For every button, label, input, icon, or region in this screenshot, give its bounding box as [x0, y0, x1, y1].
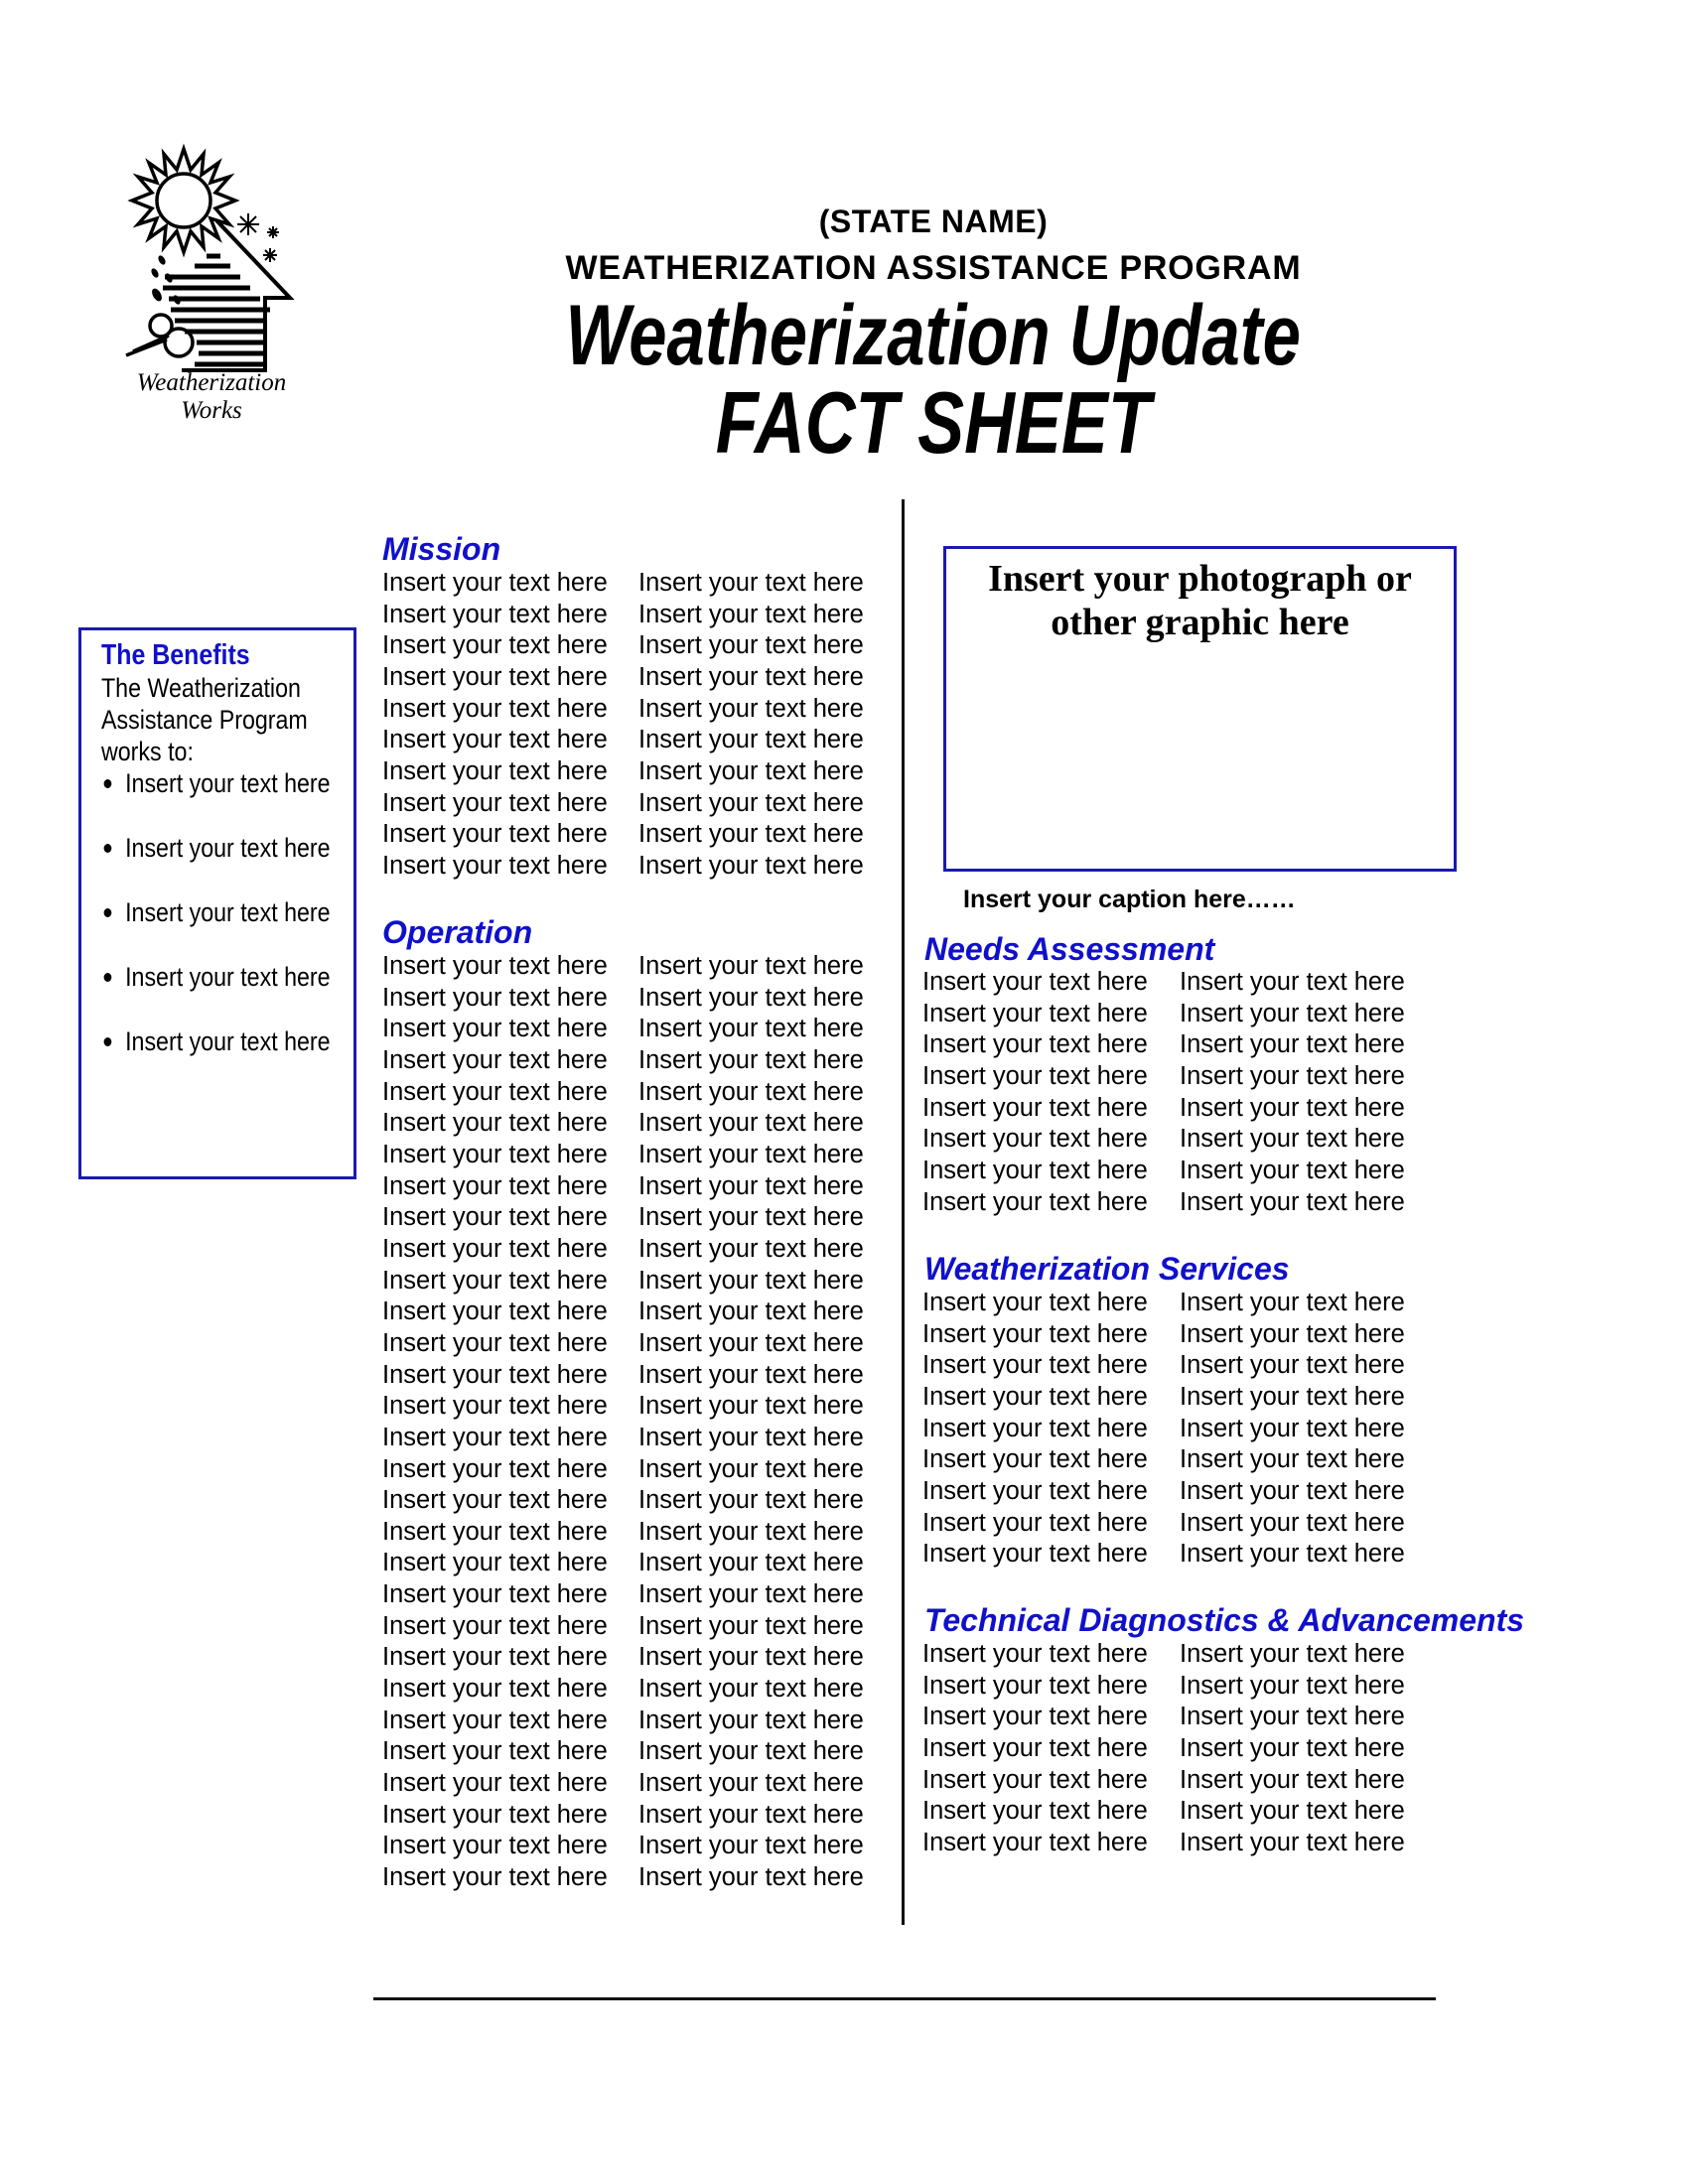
text-cell: Insert your text here — [382, 1171, 608, 1200]
text-row — [922, 1350, 1478, 1382]
text-cell: Insert your text here — [382, 983, 608, 1012]
text-cell: Insert your text here — [1180, 999, 1405, 1027]
text-cell: Insert your text here — [922, 1125, 1148, 1154]
text-cell: Insert your text here — [1180, 1382, 1405, 1411]
text-cell: Insert your text here — [638, 1109, 864, 1138]
text-cell: Insert your text here — [382, 1360, 608, 1389]
text-row — [382, 1234, 899, 1266]
text-cell: Insert your text here — [922, 1797, 1148, 1826]
benefits-list-item — [101, 767, 374, 832]
text-cell: Insert your text here — [382, 952, 608, 980]
text-row — [382, 1579, 899, 1611]
text-cell: Insert your text here — [382, 631, 608, 660]
text-cell: Insert your text here — [382, 1832, 608, 1860]
text-row — [922, 1671, 1478, 1703]
text-cell: Insert your text here — [1180, 1156, 1405, 1184]
text-row — [382, 951, 899, 983]
text-cell: Insert your text here — [382, 1517, 608, 1546]
bullet-icon — [104, 779, 112, 788]
text-cell: Insert your text here — [638, 1077, 864, 1106]
benefits-list-item — [101, 896, 374, 961]
text-cell: Insert your text here — [382, 1234, 608, 1263]
state-name: (STATE NAME) — [818, 204, 1049, 239]
benefits-list-item — [101, 961, 374, 1025]
text-cell: Insert your text here — [638, 1832, 864, 1860]
text-row — [922, 1828, 1478, 1859]
text-row — [922, 1288, 1478, 1319]
text-cell: Insert your text here — [638, 1863, 864, 1892]
text-row — [922, 967, 1478, 999]
text-cell: Insert your text here — [922, 1540, 1148, 1569]
text-row — [382, 600, 899, 631]
text-row — [922, 1382, 1478, 1414]
text-cell: Insert your text here — [382, 694, 608, 723]
text-row — [382, 694, 899, 726]
text-row — [382, 1140, 899, 1171]
text-cell: Insert your text here — [638, 1675, 864, 1704]
text-cell: Insert your text here — [638, 1234, 864, 1263]
text-cell: Insert your text here — [638, 1580, 864, 1609]
page-subtitle: FACT SHEET — [715, 373, 1152, 472]
text-cell: Insert your text here — [638, 1328, 864, 1357]
text-cell: Insert your text here — [638, 851, 864, 880]
text-row — [922, 1187, 1478, 1219]
text-cell: Insert your text here — [638, 662, 864, 691]
text-row — [382, 1674, 899, 1706]
technical-diagnostics-text — [922, 1639, 1478, 1859]
text-cell: Insert your text here — [922, 1640, 1148, 1668]
text-cell: Insert your text here — [638, 1171, 864, 1200]
text-cell: Insert your text here — [382, 1611, 608, 1640]
benefits-list-item — [101, 832, 374, 896]
text-cell: Insert your text here — [382, 1266, 608, 1295]
text-row — [382, 1485, 899, 1517]
bullet-icon — [104, 1037, 112, 1046]
column-divider — [902, 499, 905, 1925]
text-cell: Insert your text here — [382, 1580, 608, 1609]
text-row — [382, 1706, 899, 1737]
text-cell: Insert your text here — [1180, 1030, 1405, 1059]
text-cell: Insert your text here — [638, 1045, 864, 1074]
text-cell: Insert your text here — [382, 569, 608, 597]
text-cell: Insert your text here — [638, 756, 864, 785]
text-cell: Insert your text here — [638, 1769, 864, 1798]
text-row — [922, 1733, 1478, 1765]
benefits-list — [101, 767, 374, 1090]
text-cell: Insert your text here — [382, 820, 608, 849]
text-cell: Insert your text here — [382, 788, 608, 817]
text-cell: Insert your text here — [382, 1203, 608, 1232]
text-cell: Insert your text here — [638, 1297, 864, 1326]
text-cell: Insert your text here — [382, 1328, 608, 1357]
text-cell: Insert your text here — [382, 1109, 608, 1138]
text-cell: Insert your text here — [922, 1414, 1148, 1442]
text-cell: Insert your text here — [638, 1737, 864, 1766]
bullet-icon — [104, 844, 112, 853]
text-cell: Insert your text here — [1180, 1640, 1405, 1668]
benefits-item-text: Insert your text here — [125, 833, 331, 863]
text-row — [382, 1548, 899, 1579]
text-row — [382, 1014, 899, 1045]
text-cell: Insert your text here — [638, 1266, 864, 1295]
benefits-intro-1: The Weatherization — [101, 673, 301, 703]
text-row — [382, 568, 899, 600]
text-cell: Insert your text here — [638, 983, 864, 1012]
benefits-item-text: Insert your text here — [125, 962, 331, 992]
text-row — [922, 1319, 1478, 1351]
text-row — [382, 1077, 899, 1109]
text-cell: Insert your text here — [382, 1769, 608, 1798]
text-cell: Insert your text here — [1180, 1061, 1405, 1090]
operation-text — [382, 951, 899, 1894]
benefits-box — [78, 627, 356, 1179]
text-cell: Insert your text here — [638, 1140, 864, 1168]
text-row — [382, 630, 899, 662]
text-row — [922, 1508, 1478, 1540]
text-cell: Insert your text here — [382, 756, 608, 785]
text-row — [382, 1454, 899, 1486]
text-cell: Insert your text here — [638, 1360, 864, 1389]
text-cell: Insert your text here — [638, 600, 864, 628]
benefits-intro-2: Assistance Program — [101, 705, 308, 735]
text-row — [382, 1297, 899, 1328]
text-cell: Insert your text here — [922, 1093, 1148, 1122]
text-cell: Insert your text here — [1180, 1540, 1405, 1569]
text-cell: Insert your text here — [922, 1508, 1148, 1537]
text-cell: Insert your text here — [638, 1800, 864, 1829]
text-cell: Insert your text here — [922, 1703, 1148, 1731]
text-cell: Insert your text here — [1180, 1289, 1405, 1316]
text-row — [382, 983, 899, 1015]
text-row — [922, 1156, 1478, 1187]
text-row — [922, 1029, 1478, 1061]
text-cell: Insert your text here — [1180, 1797, 1405, 1826]
benefits-list-item — [101, 1025, 374, 1090]
program-name: WEATHERIZATION ASSISTANCE PROGRAM — [565, 249, 1302, 287]
text-cell: Insert your text here — [922, 1445, 1148, 1474]
text-row — [922, 1765, 1478, 1797]
text-cell: Insert your text here — [638, 1706, 864, 1734]
text-cell: Insert your text here — [638, 631, 864, 660]
benefits-item-text: Insert your text here — [125, 768, 331, 798]
needs-assessment-text — [922, 967, 1478, 1218]
text-cell: Insert your text here — [382, 1737, 608, 1766]
text-cell: Insert your text here — [922, 1733, 1148, 1762]
text-cell: Insert your text here — [638, 1486, 864, 1515]
text-row — [382, 1768, 899, 1800]
text-cell: Insert your text here — [638, 1643, 864, 1672]
text-cell: Insert your text here — [382, 1675, 608, 1704]
text-cell: Insert your text here — [382, 1045, 608, 1074]
text-cell: Insert your text here — [922, 1476, 1148, 1505]
text-row — [382, 1831, 899, 1862]
text-cell: Insert your text here — [382, 1454, 608, 1483]
text-cell: Insert your text here — [382, 1486, 608, 1515]
logo-text-line1: Weatherization — [136, 369, 287, 396]
text-row — [382, 725, 899, 756]
text-cell: Insert your text here — [922, 1671, 1148, 1700]
text-cell: Insert your text here — [382, 1077, 608, 1106]
text-cell: Insert your text here — [1180, 1476, 1405, 1505]
text-row — [922, 1124, 1478, 1156]
mission-text — [382, 568, 899, 883]
text-cell: Insert your text here — [382, 851, 608, 880]
text-row — [382, 756, 899, 788]
text-cell: Insert your text here — [382, 1297, 608, 1326]
text-row — [382, 1862, 899, 1894]
text-cell: Insert your text here — [922, 999, 1148, 1027]
text-cell: Insert your text here — [638, 1203, 864, 1232]
weatherization-services-heading: Weatherization Services — [924, 1251, 1290, 1287]
photo-placeholder-text: Insert your photograph or other graphic here — [988, 558, 1412, 643]
text-cell: Insert your text here — [638, 569, 864, 597]
text-row — [382, 1171, 899, 1203]
text-cell: Insert your text here — [638, 820, 864, 849]
text-cell: Insert your text here — [382, 1643, 608, 1672]
text-cell: Insert your text here — [922, 1382, 1148, 1411]
text-cell: Insert your text here — [1180, 1765, 1405, 1794]
text-row — [922, 1444, 1478, 1476]
technical-diagnostics-heading: Technical Diagnostics & Advancements — [924, 1602, 1525, 1638]
text-cell: Insert your text here — [922, 1289, 1148, 1316]
text-cell: Insert your text here — [382, 726, 608, 754]
text-row — [382, 1202, 899, 1234]
text-cell: Insert your text here — [922, 1351, 1148, 1380]
text-cell: Insert your text here — [382, 1549, 608, 1577]
text-row — [922, 1702, 1478, 1733]
photo-caption: Insert your caption here…… — [963, 886, 1296, 913]
text-cell: Insert your text here — [1180, 1828, 1405, 1856]
text-row — [382, 1045, 899, 1077]
text-cell: Insert your text here — [638, 1611, 864, 1640]
text-cell: Insert your text here — [638, 1517, 864, 1546]
text-cell: Insert your text here — [382, 1863, 608, 1892]
text-cell: Insert your text here — [1180, 1125, 1405, 1154]
text-row — [922, 999, 1478, 1030]
text-cell: Insert your text here — [638, 1015, 864, 1043]
text-row — [922, 1476, 1478, 1508]
text-cell: Insert your text here — [1180, 1414, 1405, 1442]
benefits-heading: The Benefits — [101, 639, 250, 671]
logo-text-line2: Works — [181, 397, 242, 424]
text-cell: Insert your text here — [1180, 1187, 1405, 1216]
text-row — [382, 1360, 899, 1392]
text-row — [382, 1642, 899, 1674]
text-cell: Insert your text here — [922, 968, 1148, 996]
text-cell: Insert your text here — [922, 1030, 1148, 1059]
text-row — [922, 1639, 1478, 1671]
text-row — [382, 1736, 899, 1768]
text-cell: Insert your text here — [1180, 1703, 1405, 1731]
text-cell: Insert your text here — [922, 1187, 1148, 1216]
text-row — [922, 1093, 1478, 1125]
text-cell: Insert your text here — [382, 600, 608, 628]
text-cell: Insert your text here — [922, 1765, 1148, 1794]
text-row — [382, 1611, 899, 1643]
page-title: Weatherization Update — [565, 288, 1302, 383]
text-cell: Insert your text here — [638, 1392, 864, 1421]
text-row — [382, 1108, 899, 1140]
text-cell: Insert your text here — [1180, 1733, 1405, 1762]
text-cell: Insert your text here — [1180, 968, 1405, 996]
text-row — [382, 788, 899, 820]
text-row — [382, 1517, 899, 1549]
text-row — [382, 851, 899, 883]
text-cell: Insert your text here — [1180, 1319, 1405, 1348]
bullet-icon — [104, 973, 112, 982]
text-cell: Insert your text here — [1180, 1671, 1405, 1700]
text-cell: Insert your text here — [638, 694, 864, 723]
text-cell: Insert your text here — [638, 1454, 864, 1483]
text-row — [382, 1391, 899, 1423]
text-row — [922, 1539, 1478, 1570]
benefits-item-text: Insert your text here — [125, 897, 331, 927]
text-cell: Insert your text here — [1180, 1445, 1405, 1474]
text-row — [382, 1266, 899, 1297]
text-cell: Insert your text here — [382, 1140, 608, 1168]
benefits-intro-3: works to: — [101, 737, 194, 766]
subtitle-row — [0, 373, 1688, 472]
text-cell: Insert your text here — [638, 726, 864, 754]
text-cell: Insert your text here — [638, 1423, 864, 1451]
text-cell: Insert your text here — [922, 1828, 1148, 1856]
text-cell: Insert your text here — [1180, 1351, 1405, 1380]
text-cell: Insert your text here — [922, 1319, 1148, 1348]
operation-heading: Operation — [382, 914, 533, 950]
text-cell: Insert your text here — [638, 1549, 864, 1577]
photo-placeholder[interactable] — [943, 546, 1457, 872]
text-cell: Insert your text here — [922, 1061, 1148, 1090]
text-cell: Insert your text here — [382, 1800, 608, 1829]
text-row — [382, 1328, 899, 1360]
text-cell: Insert your text here — [382, 662, 608, 691]
benefits-item-text: Insert your text here — [125, 1026, 331, 1056]
text-row — [382, 1800, 899, 1832]
text-cell: Insert your text here — [1180, 1508, 1405, 1537]
text-cell: Insert your text here — [382, 1423, 608, 1451]
text-row — [382, 1423, 899, 1454]
text-cell: Insert your text here — [922, 1156, 1148, 1184]
needs-assessment-heading: Needs Assessment — [924, 931, 1215, 967]
text-cell: Insert your text here — [1180, 1093, 1405, 1122]
text-cell: Insert your text here — [382, 1392, 608, 1421]
text-row — [382, 819, 899, 851]
weatherization-services-text — [922, 1288, 1478, 1570]
bullet-icon — [104, 908, 112, 917]
text-row — [922, 1796, 1478, 1828]
text-cell: Insert your text here — [382, 1015, 608, 1043]
text-cell: Insert your text here — [638, 788, 864, 817]
text-cell: Insert your text here — [382, 1706, 608, 1734]
mission-heading: Mission — [382, 531, 501, 567]
title-row — [0, 290, 1688, 381]
text-row — [922, 1414, 1478, 1445]
footer-rule — [373, 1997, 1436, 2000]
text-row — [382, 662, 899, 694]
text-cell: Insert your text here — [638, 952, 864, 980]
text-row — [922, 1061, 1478, 1093]
